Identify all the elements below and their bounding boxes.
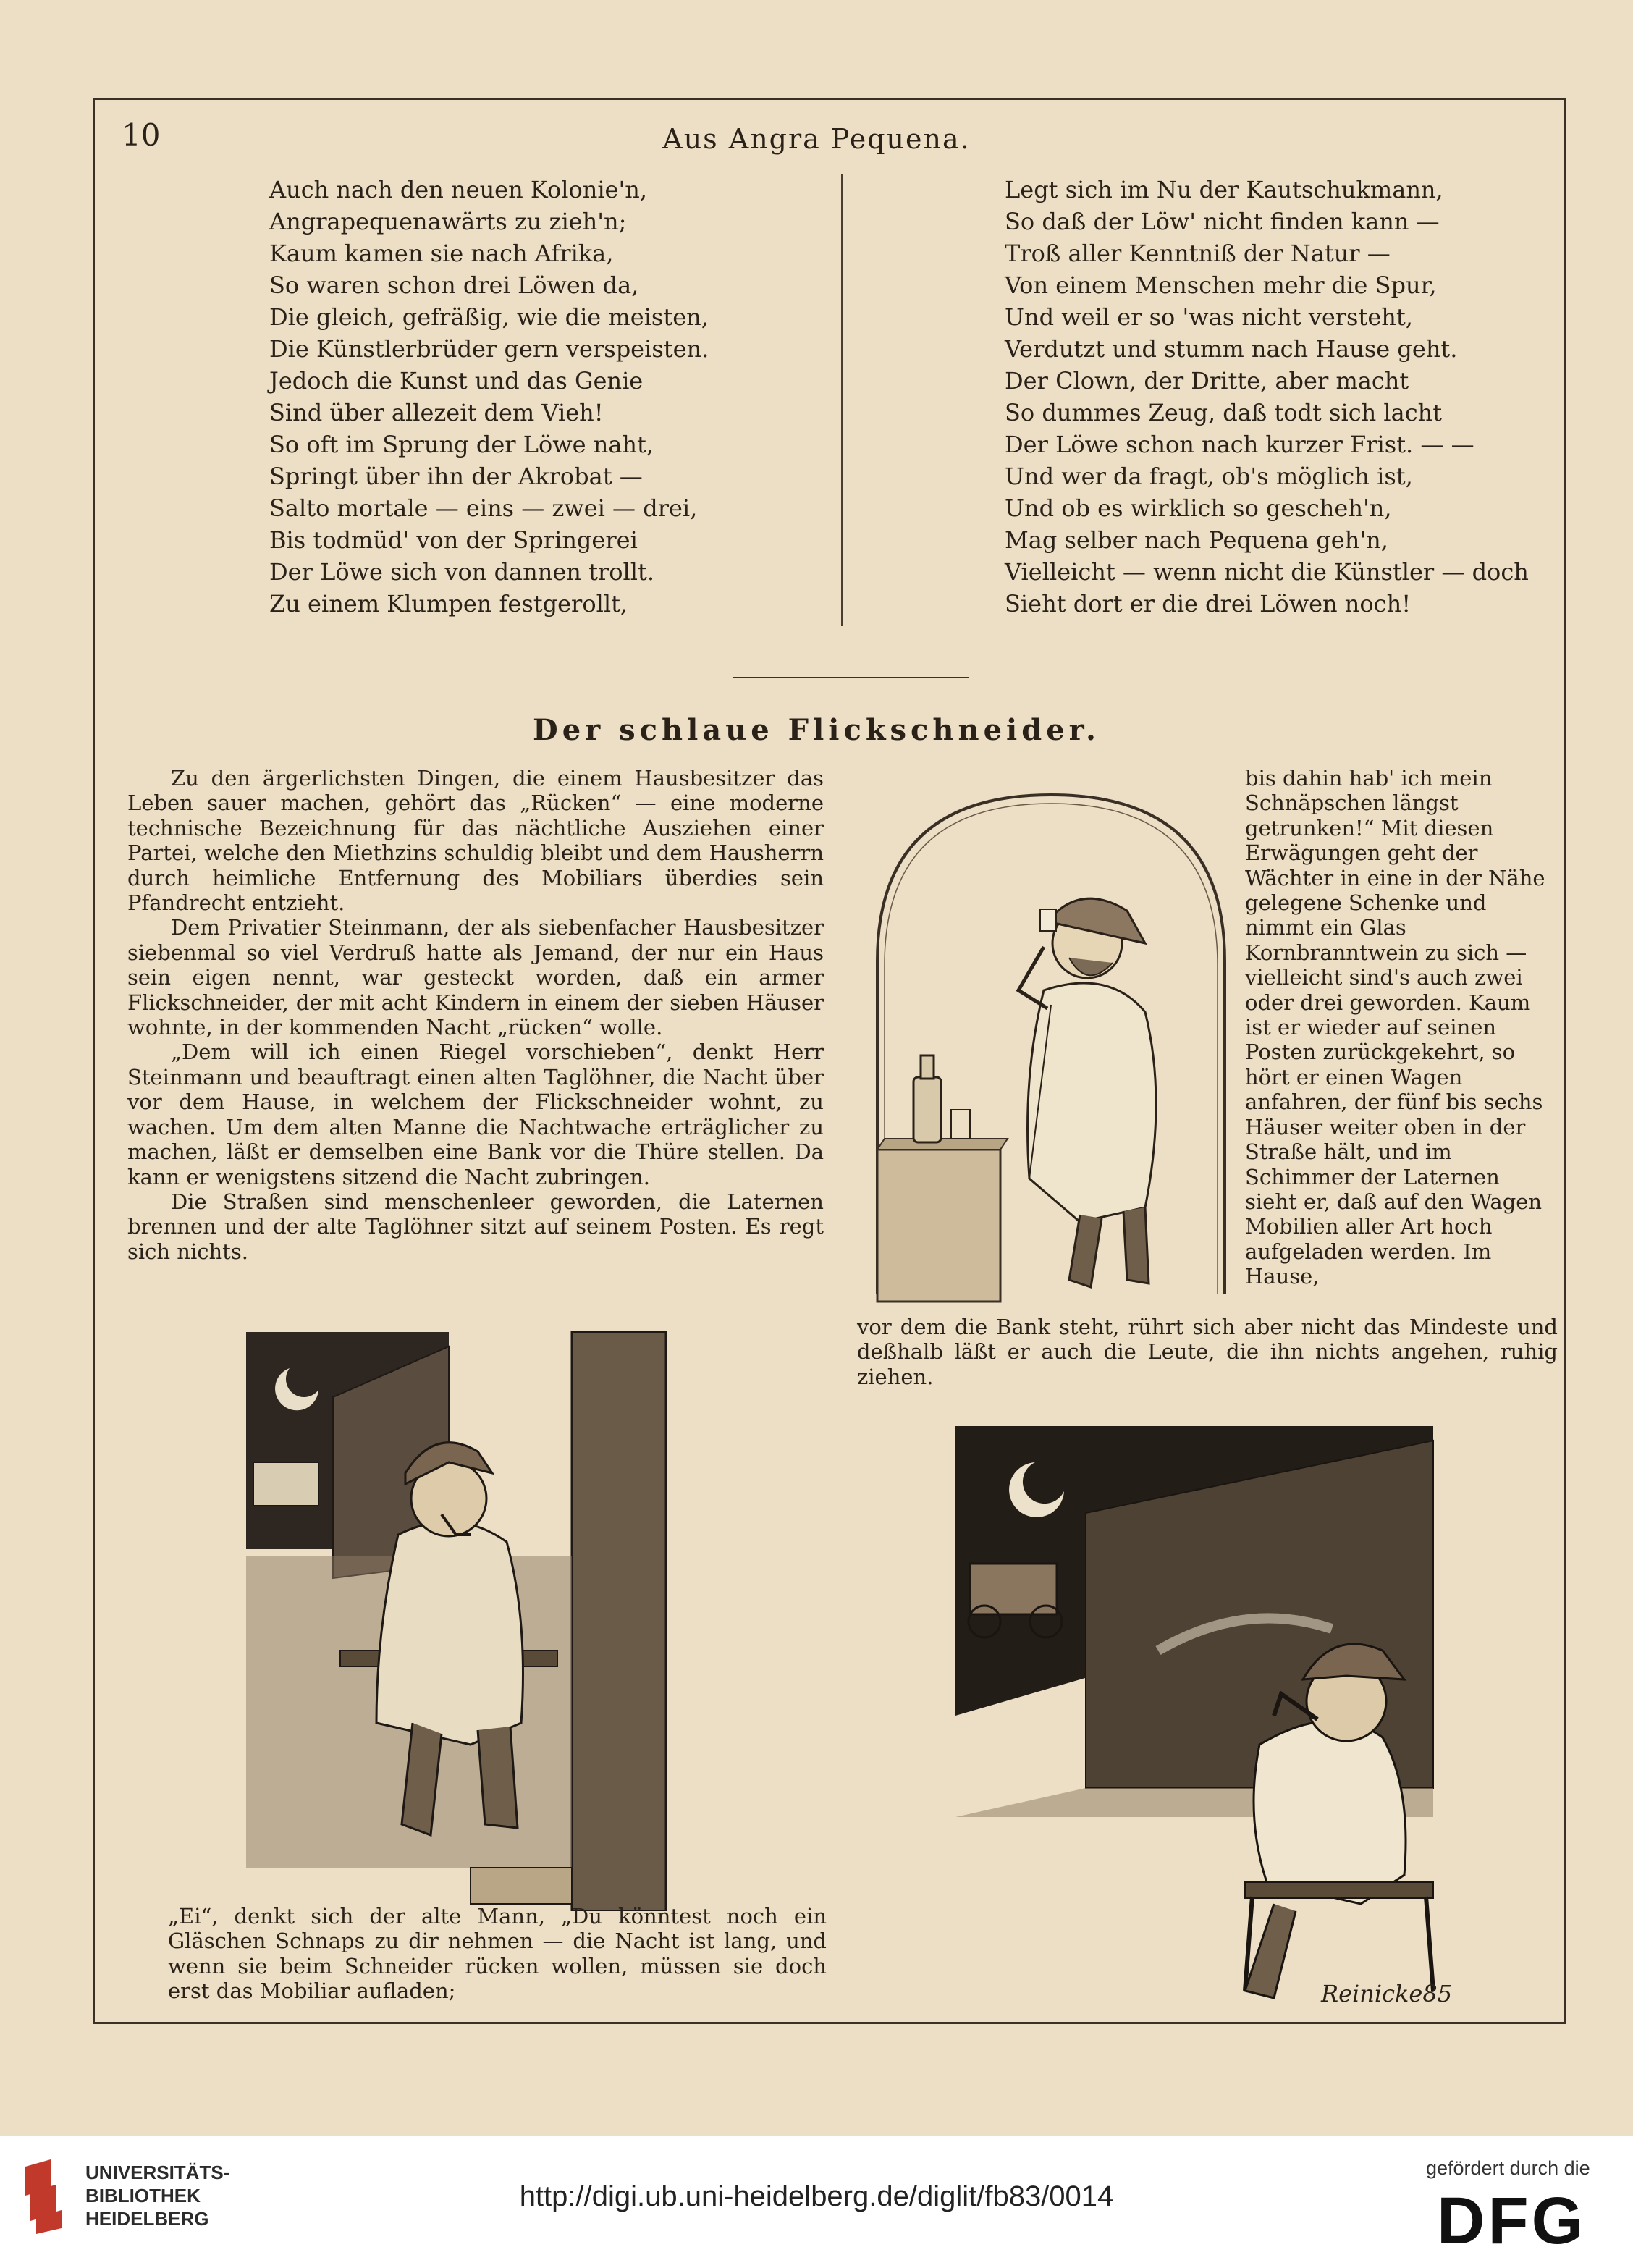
paragraph: „Dem will ich einen Riegel vorschieben“, denkt Herr Steinmann und beauftragt einen alten Taglöhner, die Nacht über vor dem Hause, in welchem der Flickschneider wohnt, zu wachen. Um dem alten Manne die Nachtwache erträglicher zu machen, läßt er demselben eine Bank vor die Thüre stellen. Da kann er wenigstens sitzend die Nacht zubringen. [127,1040,824,1189]
poem-line: So waren schon drei Löwen da, [269,271,639,299]
poem-line: Und weil er so 'was nicht versteht, [1005,303,1413,331]
illustration-street-night [941,1412,1448,2012]
article-left-column [127,766,824,1264]
poem-line: Sind über allezeit dem Vieh! [269,399,604,426]
poem-line: Vielleicht — wenn nicht die Künstler — doch [1005,558,1529,586]
poem-line: Springt über ihn der Akrobat — [269,463,643,490]
poem-line: Mag selber nach Pequena geh'n, [1005,526,1388,554]
poem-line: Der Löwe schon nach kurzer Frist. — — [1005,431,1474,458]
dfg-logo: DFG [1437,2184,1587,2258]
poem-line: Zu einem Klumpen festgerollt, [269,590,628,617]
source-url-link[interactable]: http://digi.ub.uni-heidelberg.de/diglit/fb83/0014 [519,2180,1114,2212]
library-name-line: BIBLIOTHEK [85,2185,201,2206]
paragraph: Die Straßen sind menschenleer geworden, die Laternen brennen und der alte Taglöhner sitzt auf seinem Posten. Es regt sich nichts. [127,1189,824,1264]
page-number: 10 [122,117,161,153]
poem-right-column [1005,174,1529,620]
library-name-line: UNIVERSITÄTS- [85,2162,230,2183]
poem-line: Salto mortale — eins — zwei — drei, [269,494,698,522]
poem-line: Kaum kamen sie nach Afrika, [269,240,614,267]
article-right-narrow-column: bis dahin hab' ich mein Schnäpschen längst getrunken!“ Mit diesen Erwägungen geht der Wächter in eine in der Nähe gelegene Schenke und nimmt ein Glas Kornbranntwein zu sich — vielleicht sind's auch zwei oder drei geworden. Kaum ist er wieder auf seinen Posten zurückgekehrt, so hört er einen Wagen anfahren, der fünf bis sechs Häuser weiter oben in der Straße hält, und im Schimmer der Laternen sieht er, daß auf den Wagen Mobilien aller Art hoch aufgeladen werden. Im Hause, [1245,766,1545,1289]
poem-line: Der Clown, der Dritte, aber macht [1005,367,1409,395]
illustration-caption: „Ei“, denkt sich der alte Mann, „Du könntest noch ein Gläschen Schnaps zu dir nehmen — die Nacht ist lang, und wenn sie beim Schneider rücken wollen, müssen sie doch erst das Mobiliar aufladen; [168,1904,827,2004]
poem-line: Sieht dort er die drei Löwen noch! [1005,590,1412,617]
illustrator-signature: Reinicke85 [1321,1980,1453,2007]
poem-line: So dummes Zeug, daß todt sich lacht [1005,399,1443,426]
article-title: Der schlaue Flickschneider. [533,713,1100,747]
illustration-watchman-bench [232,1318,709,1911]
column-divider [841,174,843,626]
poem-line: Der Löwe sich von dannen trollt. [269,558,654,586]
poem-line: Legt sich im Nu der Kautschukmann, [1005,176,1443,203]
poem-line: Und ob es wirklich so gescheh'n, [1005,494,1392,522]
poem-line: Und wer da fragt, ob's möglich ist, [1005,463,1413,490]
paragraph: Dem Privatier Steinmann, der als siebenfacher Hausbesitzer siebenmal so viel Verdruß hatte als Jemand, der nur ein Haus sein eigen nennt, war gesteckt worden, daß ein armer Flickschneider, der mit acht Kindern in einem der sieben Häuser wohnte, in der kommenden Nacht „rücken“ wolle. [127,915,824,1040]
poem-line: Auch nach den neuen Kolonie'n, [269,176,648,203]
poem-line: So daß der Löw' nicht finden kann — [1005,208,1440,235]
poem-line: Von einem Menschen mehr die Spur, [1005,271,1437,299]
poem-line: Troß aller Kenntniß der Natur — [1005,240,1391,267]
running-title: Aus Angra Pequena. [662,123,971,155]
paragraph: Zu den ärgerlichsten Dingen, die einem Hausbesitzer das Leben sauer machen, gehört das „Rücken“ — eine moderne technische Bezeichnung für das nächtliche Ausziehen einer Partei, welche den Miethzins schuldig bleibt und dem Hausherrn durch heimliche Entfernung des Mobiliars überdies sein Pfandrecht entzieht. [127,766,824,916]
poem-line: Bis todmüd' von der Springerei [269,526,638,554]
poem-line: So oft im Sprung der Löwe naht, [269,431,654,458]
section-divider [733,677,969,678]
poem-line: Verdutzt und stumm nach Hause geht. [1005,335,1458,363]
funded-by-label: gefördert durch die [1426,2157,1590,2179]
poem-line: Die Künstlerbrüder gern verspeisten. [269,335,709,363]
poem-line: Angrapequenawärts zu zieh'n; [269,208,627,235]
illustration-drinking-man [863,773,1239,1309]
article-right-wide-paragraph: vor dem die Bank steht, rührt sich aber nicht das Mindeste und deßhalb läßt er auch die Leute, die ihn nichts angehen, ruhig ziehen. [857,1315,1558,1389]
poem-line: Jedoch die Kunst und das Genie [269,367,644,395]
poem-line: Die gleich, gefräßig, wie die meisten, [269,303,709,331]
library-name-line: HEIDELBERG [85,2208,209,2230]
poem-left-column [269,174,709,620]
